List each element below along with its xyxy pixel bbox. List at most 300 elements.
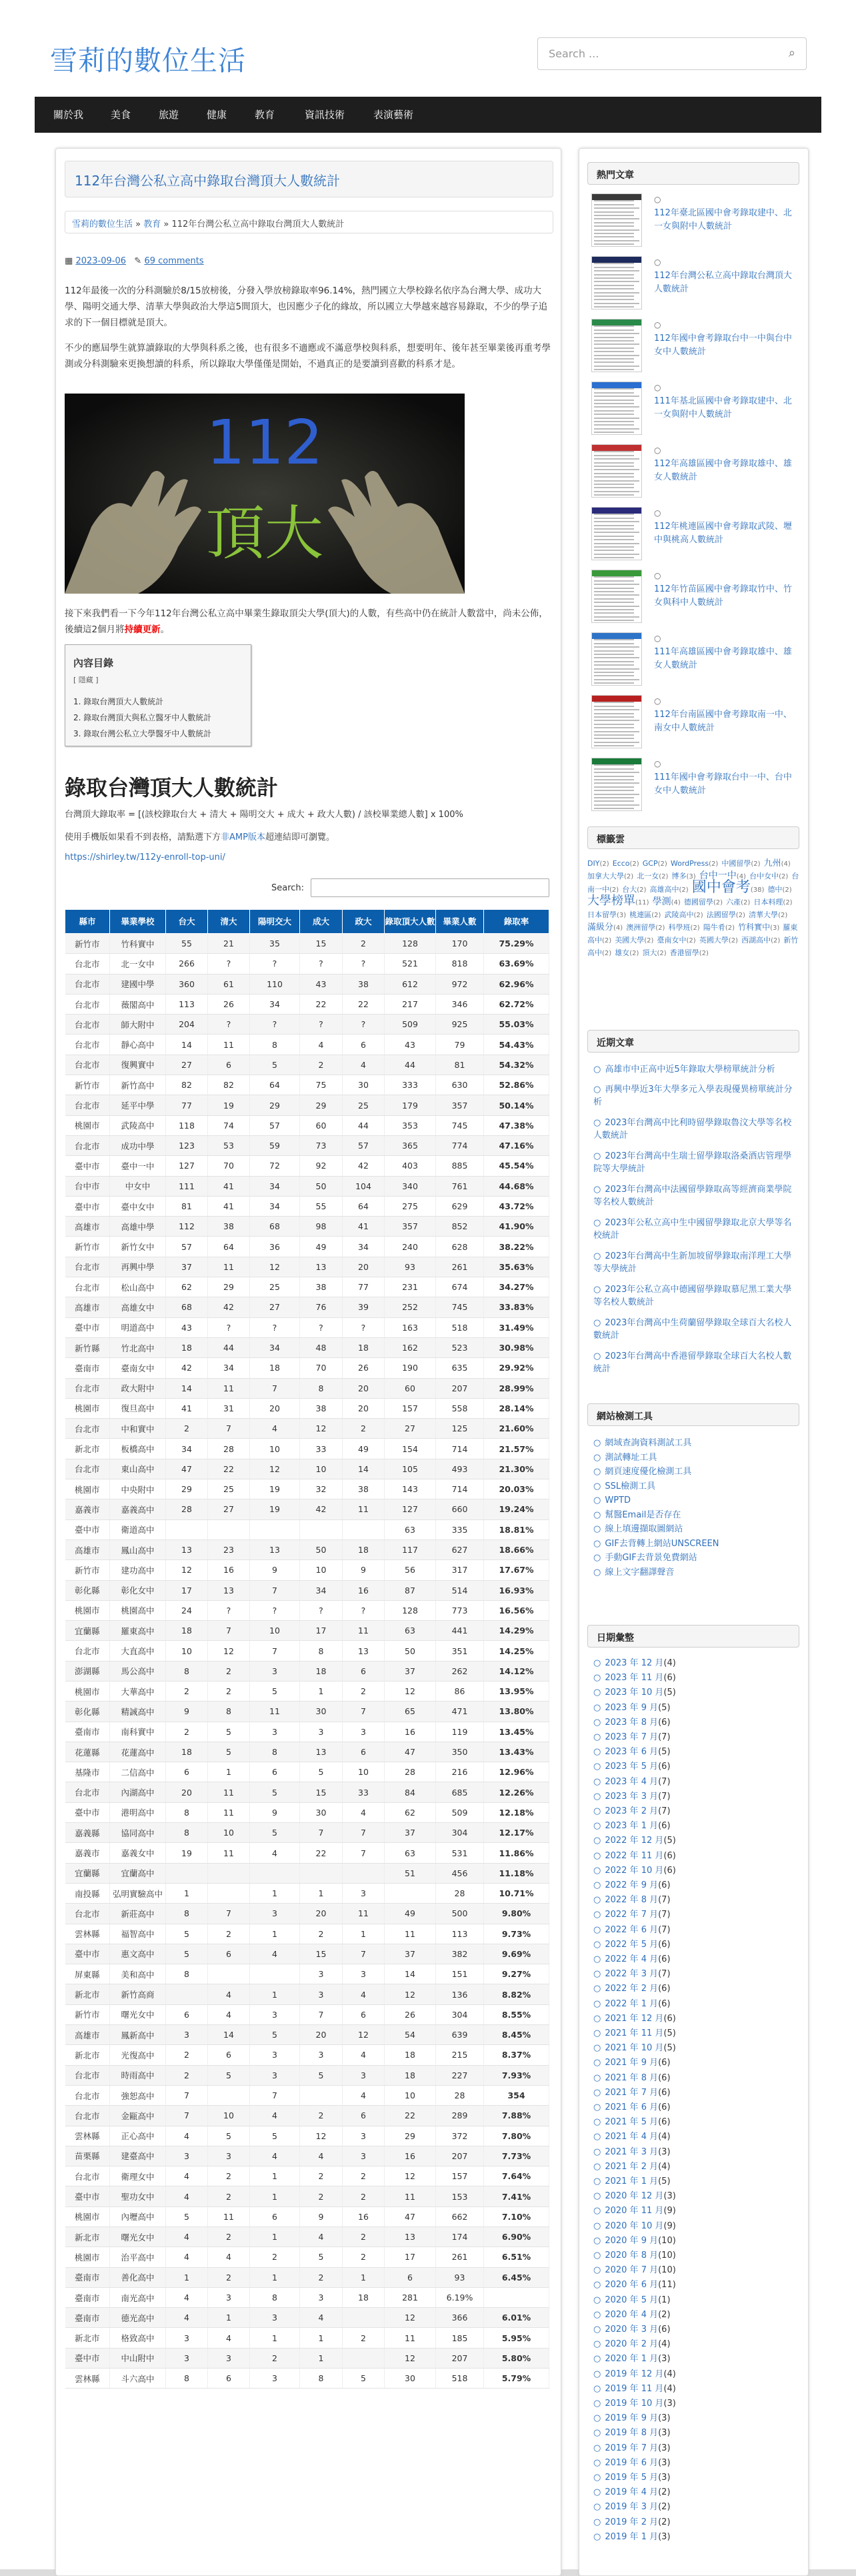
recent-post-link[interactable]: 2023年台灣高中比利時留學錄取魯汶大學等名校人數統計 — [593, 1118, 792, 1141]
archive-month[interactable]: 2020 年 10 月 — [605, 2220, 664, 2231]
archive-month[interactable]: 2019 年 6 月 — [605, 2457, 659, 2468]
bullet-icon: ○ — [593, 1910, 601, 1920]
tag-link[interactable] — [643, 859, 667, 868]
recent-post[interactable] — [593, 1150, 800, 1175]
table-cell: 12 — [385, 2308, 436, 2328]
popular-post-link[interactable]: 112年竹苗區國中會考錄取竹中、竹女與科中人數統計 — [654, 584, 792, 608]
tag-link[interactable] — [653, 896, 681, 907]
table-cell: 中山附中 — [110, 2348, 166, 2368]
breadcrumb-category[interactable]: 教育 — [143, 219, 161, 229]
archive-item[interactable] — [593, 2204, 800, 2217]
archive-month[interactable]: 2020 年 4 月 — [605, 2309, 659, 2320]
archive-item[interactable] — [593, 2220, 800, 2232]
source-link[interactable]: https://shirley.tw/112y-enroll-top-uni/ — [65, 852, 225, 862]
archive-item[interactable] — [593, 2042, 800, 2054]
tool-label[interactable]: SSL檢測工具 — [605, 1481, 656, 1491]
tag-link[interactable] — [643, 948, 667, 957]
archive-month[interactable]: 2020 年 3 月 — [605, 2325, 659, 2335]
column-header[interactable]: 縣市 — [65, 910, 110, 934]
popular-post-link[interactable]: 112年臺北區國中會考錄取建中、北一女與附中人數統計 — [654, 208, 792, 231]
archive-month[interactable]: 2021 年 8 月 — [605, 2072, 659, 2083]
table-cell: ? — [300, 1600, 343, 1620]
popular-post-link[interactable]: 112年國中會考錄取台中一中與台中女中人數統計 — [654, 334, 792, 357]
archive-month[interactable]: 2019 年 1 月 — [605, 2531, 659, 2542]
nav-item-it[interactable]: 資訊技術 — [305, 109, 345, 121]
post-thumbnail[interactable] — [591, 570, 642, 623]
popular-post[interactable] — [591, 256, 798, 309]
column-header[interactable]: 陽明交大 — [250, 910, 300, 934]
archive-month[interactable]: 2023 年 11 月 — [605, 1673, 664, 1684]
archive-item[interactable] — [593, 2471, 800, 2484]
tag-link[interactable] — [749, 910, 787, 919]
nav-item-health[interactable]: 健康 — [207, 109, 227, 121]
tag-link[interactable] — [692, 879, 765, 896]
tag-link[interactable] — [767, 885, 791, 894]
archive-month[interactable]: 2023 年 9 月 — [605, 1702, 659, 1713]
non-amp-link[interactable]: 非AMP版本 — [221, 832, 265, 842]
archive-item[interactable] — [593, 1864, 800, 1877]
tag-link[interactable] — [587, 894, 649, 908]
post-thumbnail[interactable] — [591, 758, 642, 811]
table-cell: 6.19% — [436, 2287, 484, 2307]
archive-month[interactable]: 2022 年 6 月 — [605, 1924, 659, 1935]
tool-label[interactable]: GIF去背轉上網站UNSCREEN — [605, 1538, 719, 1549]
toc-toggle[interactable]: [ 隱藏 ] — [73, 676, 99, 684]
search-input[interactable] — [537, 37, 807, 70]
table-cell: 11 — [208, 2206, 250, 2226]
recent-post-link[interactable]: 高雄市中正高中近5年錄取大學榜單統計分析 — [605, 1065, 775, 1075]
archive-item[interactable] — [593, 2012, 800, 2025]
thumbnail-line — [594, 494, 634, 496]
archive-month[interactable]: 2020 年 1 月 — [605, 2354, 659, 2365]
tag-count: (2) — [602, 937, 612, 944]
post-thumbnail[interactable] — [591, 319, 642, 372]
table-row — [65, 1196, 549, 1216]
table-cell: 48 — [300, 1337, 343, 1357]
archive-month[interactable]: 2022 年 10 月 — [605, 1865, 664, 1876]
archive-item[interactable] — [593, 2309, 800, 2321]
recent-post-link[interactable]: 2023年台灣高中生荷蘭留學錄取全球百大名校人數統計 — [593, 1318, 792, 1341]
popular-post[interactable] — [591, 382, 798, 435]
popular-post-link[interactable]: 112年台南區國中會考錄取南一中、南女中人數統計 — [654, 710, 792, 733]
archive-month[interactable]: 2023 年 10 月 — [605, 1688, 664, 1698]
archive-item[interactable] — [593, 1657, 800, 1670]
tag-link[interactable] — [613, 859, 639, 868]
archive-item[interactable] — [593, 1672, 800, 1684]
tool-label[interactable]: 網域查詢資料測試工具 — [605, 1438, 692, 1448]
post-thumbnail[interactable] — [591, 256, 642, 309]
post-thumbnail[interactable] — [591, 193, 642, 247]
recent-post[interactable] — [593, 1063, 800, 1076]
tool-link[interactable] — [593, 1566, 800, 1579]
column-header[interactable]: 成大 — [300, 910, 343, 934]
recent-post[interactable] — [593, 1250, 800, 1275]
toc-item[interactable]: 1. 錄取台灣頂大人數統計 — [73, 697, 164, 706]
archive-item[interactable] — [593, 1805, 800, 1818]
archive-month[interactable]: 2020 年 6 月 — [605, 2280, 659, 2291]
archive-month[interactable]: 2019 年 11 月 — [605, 2383, 664, 2394]
archive-count: (4) — [663, 1658, 676, 1668]
archive-month[interactable]: 2019 年 5 月 — [605, 2473, 659, 2483]
column-header[interactable]: 錄取率 — [484, 910, 549, 934]
table-cell: 42 — [300, 1499, 343, 1519]
breadcrumb-home[interactable]: 雪莉的數位生活 — [72, 219, 133, 229]
archive-item[interactable] — [593, 2056, 800, 2069]
site-title[interactable]: 雪莉的數位生活 — [50, 45, 246, 77]
archive-item[interactable] — [593, 1790, 800, 1803]
archive-item[interactable] — [593, 2516, 800, 2529]
tag-link[interactable] — [615, 948, 639, 957]
table-cell: 74 — [208, 1115, 250, 1135]
recent-post-link[interactable]: 2023年公私立高中生中國留學錄取北京大學等名校統計 — [593, 1218, 792, 1241]
recent-post[interactable] — [593, 1283, 800, 1309]
table-cell: 136 — [436, 1984, 484, 2004]
toc-item[interactable]: 2. 錄取台灣頂大與私立醫牙中人數統計 — [73, 713, 212, 722]
column-header[interactable]: 台大 — [166, 910, 208, 934]
column-header[interactable]: 錄取頂大人數 — [385, 910, 436, 934]
archive-month[interactable]: 2023 年 3 月 — [605, 1791, 659, 1802]
table-cell: 政大附中 — [110, 1378, 166, 1398]
tag-link[interactable] — [657, 936, 696, 944]
archive-item[interactable] — [593, 1746, 800, 1758]
archive-month[interactable]: 2023 年 4 月 — [605, 1776, 659, 1787]
table-search-label: Search: — [271, 883, 305, 893]
archive-item[interactable] — [593, 1731, 800, 1744]
table-cell: 9.27% — [484, 1964, 549, 1984]
archive-item[interactable] — [593, 2086, 800, 2099]
tag-link[interactable] — [669, 923, 700, 932]
popular-post-link[interactable]: 112年台灣公私立高中錄取台灣頂大人數統計 — [654, 271, 792, 294]
tool-label[interactable]: 幫醫Email是否存在 — [605, 1509, 681, 1520]
table-cell: 34 — [300, 1580, 343, 1600]
archive-count: (3) — [658, 2531, 671, 2542]
archive-month[interactable]: 2022 年 12 月 — [605, 1836, 664, 1846]
tag-link[interactable] — [703, 923, 735, 932]
archive-month[interactable]: 2021 年 9 月 — [605, 2058, 659, 2068]
archive-month[interactable]: 2022 年 7 月 — [605, 1910, 659, 1920]
nav-item-about[interactable]: 關於我 — [53, 109, 84, 121]
nav-item-performing-arts[interactable]: 表演藝術 — [373, 109, 414, 121]
archive-item[interactable] — [593, 2397, 800, 2410]
recent-post[interactable] — [593, 1183, 800, 1209]
recent-post-link[interactable]: 2023年台灣高中生瑞士留學錄取洛桑酒店管理學院等大學統計 — [593, 1151, 792, 1174]
recent-post[interactable] — [593, 1117, 800, 1142]
archive-item[interactable] — [593, 1982, 800, 1995]
archive-month[interactable]: 2021 年 1 月 — [605, 2176, 659, 2186]
archive-item[interactable] — [593, 1686, 800, 1699]
popular-post-link[interactable]: 112年桃連區國中會考錄取武陵、壢中與桃高人數統計 — [654, 522, 792, 545]
archive-month[interactable]: 2019 年 3 月 — [605, 2502, 659, 2513]
archive-item[interactable] — [593, 2190, 800, 2202]
tool-label[interactable]: 線上填邊擷取圖網站 — [605, 1524, 683, 1534]
tool-link[interactable] — [593, 1480, 800, 1493]
thumbnail-line — [594, 584, 639, 585]
popular-post[interactable] — [591, 193, 798, 247]
tag-link[interactable] — [615, 936, 653, 944]
post-date[interactable]: 2023-09-06 — [75, 256, 126, 266]
search-icon[interactable]: ⌕ — [788, 46, 795, 60]
archive-month[interactable]: 2023 年 5 月 — [605, 1762, 659, 1772]
table-cell: 2 — [166, 1722, 208, 1742]
archive-item[interactable] — [593, 2294, 800, 2307]
archive-item[interactable] — [593, 2412, 800, 2425]
tool-label[interactable]: 測試轉址工具 — [605, 1452, 657, 1463]
archive-item[interactable] — [593, 2427, 800, 2439]
tag-link[interactable] — [587, 872, 633, 880]
recent-post-link[interactable]: 2023年台灣高中法國留學錄取高等經濟商業學院等名校人數統計 — [593, 1185, 792, 1207]
recent-post-link[interactable]: 再興中學近3年大學多元入學表現優異榜單統計分析 — [593, 1085, 793, 1107]
table-cell: 10 — [250, 1621, 300, 1641]
thumbnail-line — [594, 554, 639, 555]
bullet-icon: ○ — [593, 2220, 601, 2231]
popular-post[interactable] — [591, 632, 798, 686]
archive-item[interactable] — [593, 2486, 800, 2499]
archive-item[interactable] — [593, 2101, 800, 2114]
tag-link[interactable] — [665, 910, 703, 919]
archive-item[interactable] — [593, 2279, 800, 2291]
archive-item[interactable] — [593, 2501, 800, 2513]
archive-item[interactable] — [593, 2027, 800, 2040]
tool-link[interactable] — [593, 1537, 800, 1550]
popular-post[interactable] — [591, 319, 798, 372]
recent-post[interactable] — [593, 1083, 800, 1109]
post-thumbnail[interactable] — [591, 507, 642, 560]
popular-post-link[interactable]: 111年高雄區國中會考錄取雄中、雄女人數統計 — [654, 647, 792, 670]
archive-item[interactable] — [593, 2160, 800, 2173]
tag-link[interactable] — [637, 872, 668, 880]
archive-item[interactable] — [593, 2368, 800, 2381]
tool-link[interactable] — [593, 1523, 800, 1535]
column-header[interactable]: 畢業學校 — [110, 910, 166, 934]
archive-item[interactable] — [593, 1998, 800, 2010]
recent-post-link[interactable]: 2023年台灣高中生新加坡留學錄取南洋理工大學等大學統計 — [593, 1251, 792, 1274]
thumbnail-line — [594, 664, 634, 666]
archive-item[interactable] — [593, 1820, 800, 1832]
popular-post[interactable] — [591, 507, 798, 560]
archive-month[interactable]: 2022 年 5 月 — [605, 1939, 659, 1950]
tool-label[interactable]: 網頁速度優化檢測工具 — [605, 1467, 692, 1477]
archive-month[interactable]: 2022 年 8 月 — [605, 1895, 659, 1906]
table-row — [65, 1115, 549, 1135]
tool-label[interactable]: 手動GIF去背景免費網站 — [605, 1553, 697, 1563]
tool-label[interactable]: 線上文字翻譯聲音 — [605, 1567, 675, 1577]
archive-month[interactable]: 2019 年 9 月 — [605, 2413, 659, 2424]
archive-item[interactable] — [593, 2072, 800, 2084]
table-search-input[interactable] — [311, 878, 549, 897]
popular-post-link[interactable]: 111年基北區國中會考錄取建中、北一女與附中人數統計 — [654, 396, 792, 420]
post-thumbnail[interactable] — [591, 632, 642, 686]
tag-link[interactable] — [699, 936, 738, 944]
tag-link[interactable] — [587, 922, 623, 932]
table-cell: 12 — [300, 2126, 343, 2146]
archive-item[interactable] — [593, 1938, 800, 1951]
tool-link[interactable] — [593, 1551, 800, 1564]
archive-month[interactable]: 2020 年 5 月 — [605, 2295, 659, 2305]
comments-link[interactable]: 69 comments — [144, 256, 204, 266]
archive-month[interactable]: 2023 年 2 月 — [605, 1806, 659, 1816]
popular-post[interactable] — [591, 758, 798, 811]
archive-month[interactable]: 2021 年 7 月 — [605, 2087, 659, 2098]
popular-post-link[interactable]: 111年國中會考錄取台中一中、台中女中人數統計 — [654, 772, 792, 796]
table-cell: 4 — [166, 2166, 208, 2186]
archive-item[interactable] — [593, 2116, 800, 2128]
column-header[interactable]: 政大 — [343, 910, 385, 934]
table-cell: 12 — [250, 1459, 300, 1479]
archive-month[interactable]: 2019 年 10 月 — [605, 2399, 664, 2409]
table-cell: 3 — [300, 2287, 343, 2307]
tag-link[interactable] — [764, 858, 791, 868]
archive-month[interactable]: 2023 年 12 月 — [605, 1658, 664, 1668]
tag-link[interactable] — [622, 885, 646, 894]
archive-item[interactable] — [593, 1968, 800, 1980]
popular-post-link[interactable]: 112年高雄區國中會考錄取雄中、雄女人數統計 — [654, 459, 792, 482]
archive-month[interactable]: 2020 年 7 月 — [605, 2265, 659, 2276]
archive-item[interactable] — [593, 2353, 800, 2365]
table-cell: 精誠高中 — [110, 1702, 166, 1722]
archive-month[interactable]: 2021 年 5 月 — [605, 2117, 659, 2128]
nav-item-food[interactable]: 美食 — [111, 109, 131, 121]
archive-month[interactable]: 2022 年 9 月 — [605, 1880, 659, 1890]
archive-item[interactable] — [593, 2234, 800, 2247]
archive-month[interactable]: 2022 年 11 月 — [605, 1850, 664, 1861]
tag-link[interactable] — [650, 885, 689, 894]
archive-item[interactable] — [593, 1953, 800, 1966]
archive-month[interactable]: 2021 年 11 月 — [605, 2028, 664, 2038]
table-cell: 嘉義市 — [65, 1843, 110, 1863]
archive-item[interactable] — [593, 2249, 800, 2262]
table-cell — [300, 1863, 343, 1883]
tool-link[interactable] — [593, 1451, 800, 1464]
archive-item[interactable] — [593, 1716, 800, 1729]
popular-post[interactable] — [591, 444, 798, 498]
archive-month[interactable]: 2022 年 2 月 — [605, 1984, 659, 1994]
archive-item[interactable] — [593, 2323, 800, 2336]
tag-link[interactable] — [587, 910, 626, 919]
tag-link[interactable] — [626, 923, 665, 932]
recent-post[interactable] — [593, 1217, 800, 1242]
archive-month[interactable]: 2020 年 11 月 — [605, 2206, 664, 2216]
tag-link[interactable] — [629, 910, 661, 919]
archive-item[interactable] — [593, 1850, 800, 1862]
archive-item[interactable] — [593, 2264, 800, 2277]
archive-month[interactable]: 2022 年 3 月 — [605, 1969, 659, 1980]
archive-month[interactable]: 2019 年 12 月 — [605, 2369, 664, 2379]
nav-item-travel[interactable]: 旅遊 — [159, 109, 179, 121]
archive-month[interactable]: 2023 年 7 月 — [605, 1732, 659, 1742]
archive-month[interactable]: 2023 年 8 月 — [605, 1717, 659, 1728]
table-cell: 53 — [208, 1135, 250, 1155]
archive-month[interactable]: 2021 年 3 月 — [605, 2146, 659, 2157]
post-thumbnail[interactable] — [591, 444, 642, 498]
archive-item[interactable] — [593, 2442, 800, 2455]
archive-item[interactable] — [593, 1908, 800, 1921]
tag-link[interactable] — [738, 922, 779, 932]
tag-link[interactable] — [670, 948, 709, 957]
table-cell: 臺中一中 — [110, 1156, 166, 1176]
table-cell: 6 — [166, 1762, 208, 1782]
archive-month[interactable]: 2019 年 7 月 — [605, 2443, 659, 2453]
archive-item[interactable] — [593, 1702, 800, 1714]
tag-link[interactable] — [726, 898, 750, 906]
tag-link[interactable] — [753, 898, 792, 906]
recent-post[interactable] — [593, 1317, 800, 1342]
hero-image — [65, 394, 465, 594]
recent-post-link[interactable]: 2023年公私立高中德國留學錄取慕尼黑工業大學等名校人數統計 — [593, 1285, 792, 1307]
tool-link[interactable] — [593, 1465, 800, 1478]
archive-item[interactable] — [593, 1776, 800, 1788]
archive-month[interactable]: 2021 年 2 月 — [605, 2161, 659, 2172]
archive-item[interactable] — [593, 2146, 800, 2158]
column-header[interactable]: 畢業人數 — [436, 910, 484, 934]
nav-item-education[interactable]: 教育 — [255, 109, 275, 121]
tag-link[interactable] — [587, 859, 609, 868]
archive-month[interactable]: 2020 年 12 月 — [605, 2191, 664, 2202]
archive-month[interactable]: 2022 年 1 月 — [605, 1998, 659, 2009]
archive-month[interactable]: 2020 年 2 月 — [605, 2339, 659, 2350]
recent-post-link[interactable]: 2023年台灣高中香港留學錄取全球百大名校人數統計 — [593, 1351, 792, 1374]
bullet-icon: ○ — [654, 508, 661, 518]
archive-month[interactable]: 2019 年 2 月 — [605, 2517, 659, 2527]
archive-month[interactable]: 2020 年 8 月 — [605, 2250, 659, 2261]
tool-link[interactable] — [593, 1494, 800, 1507]
table-cell: 花蓮縣 — [65, 1742, 110, 1762]
archive-item[interactable] — [593, 2130, 800, 2143]
archive-month[interactable]: 2019 年 8 月 — [605, 2428, 659, 2439]
archive-item[interactable] — [593, 2175, 800, 2188]
tool-link[interactable] — [593, 1509, 800, 1521]
archive-month[interactable]: 2020 年 9 月 — [605, 2235, 659, 2246]
table-row — [65, 2004, 549, 2024]
tag-link[interactable] — [707, 910, 745, 919]
archive-item[interactable] — [593, 1924, 800, 1936]
archive-month[interactable]: 2021 年 10 月 — [605, 2043, 664, 2054]
archive-item[interactable] — [593, 1879, 800, 1892]
tag-link[interactable] — [721, 859, 760, 868]
bullet-icon: ○ — [593, 2176, 601, 2186]
archive-item[interactable] — [593, 2338, 800, 2351]
post-thumbnail[interactable] — [591, 695, 642, 748]
tool-link[interactable] — [593, 1437, 800, 1449]
archive-month[interactable]: 2021 年 6 月 — [605, 2102, 659, 2112]
table-cell: 5 — [166, 2206, 208, 2226]
popular-post[interactable] — [591, 570, 798, 623]
archive-month[interactable]: 2021 年 4 月 — [605, 2132, 659, 2142]
archive-month[interactable]: 2023 年 6 月 — [605, 1747, 659, 1758]
tag-link[interactable] — [741, 936, 780, 944]
tag-link[interactable] — [671, 859, 718, 868]
tool-label[interactable]: WPTD — [605, 1495, 631, 1505]
recent-post[interactable] — [593, 1350, 800, 1375]
archive-item[interactable] — [593, 2457, 800, 2469]
archive-month[interactable]: 2021 年 12 月 — [605, 2013, 664, 2024]
popular-post[interactable] — [591, 695, 798, 748]
archive-month[interactable]: 2022 年 4 月 — [605, 1954, 659, 1964]
archive-item[interactable] — [593, 1894, 800, 1906]
archive-item[interactable] — [593, 2383, 800, 2395]
archive-item[interactable] — [593, 1834, 800, 1847]
archive-item[interactable] — [593, 2531, 800, 2543]
archive-month[interactable]: 2019 年 4 月 — [605, 2487, 659, 2498]
post-thumbnail[interactable] — [591, 382, 642, 435]
archive-month[interactable]: 2023 年 1 月 — [605, 1821, 659, 1832]
archive-item[interactable] — [593, 1760, 800, 1773]
thumbnail-line — [594, 731, 639, 732]
toc-item[interactable]: 3. 錄取台灣公私立大學醫牙中人數統計 — [73, 729, 212, 738]
tag-link[interactable] — [684, 898, 723, 906]
table-cell: 3 — [343, 1964, 385, 1984]
column-header[interactable]: 清大 — [208, 910, 250, 934]
table-cell: ? — [300, 954, 343, 974]
